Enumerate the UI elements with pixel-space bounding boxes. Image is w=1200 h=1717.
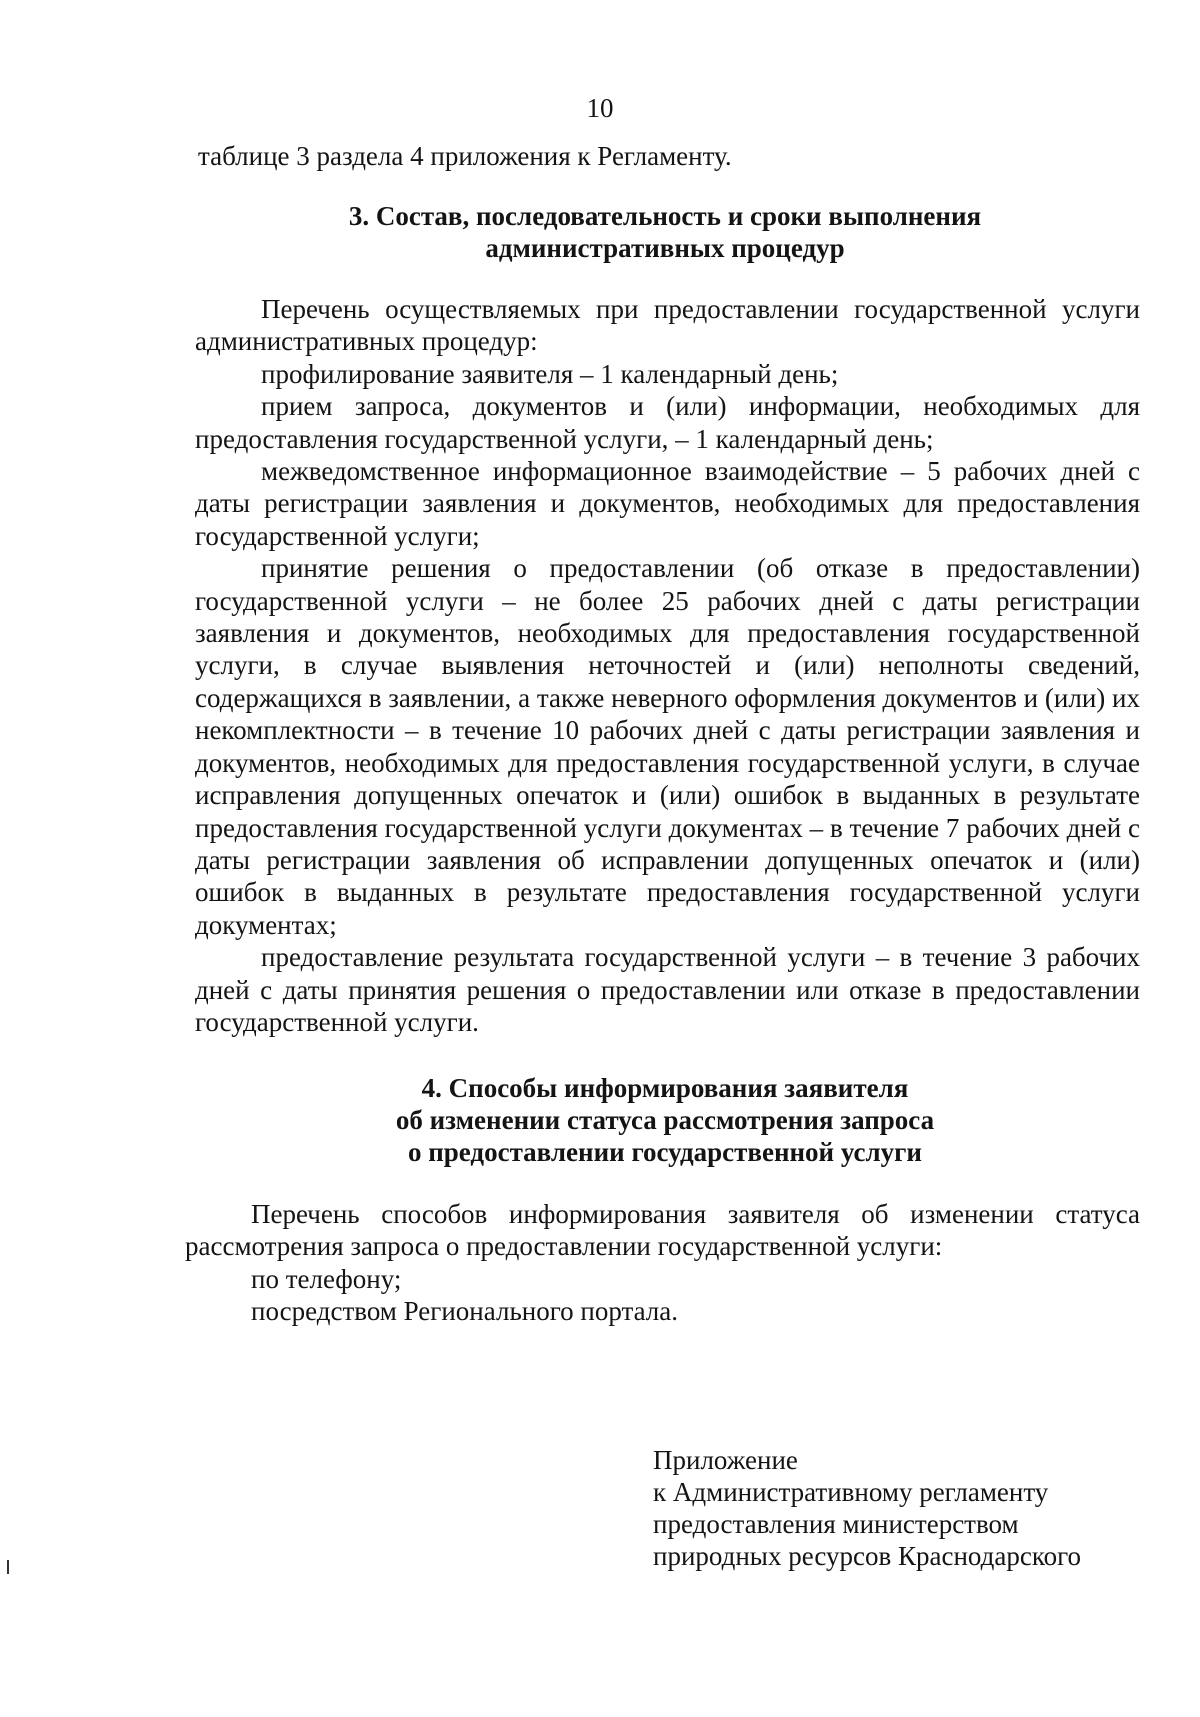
section-3-body: [195, 293, 1140, 1038]
section-3-heading-line-1: 3. Состав, последовательность и сроки выполнения: [348, 201, 982, 231]
section-3-heading-line-2: административных процедур: [485, 233, 845, 263]
section-4-heading-line-1: 4. Способы информирования заявителя: [421, 1073, 909, 1103]
paragraph-decision-making: принятие решения о предоставлении (об отказе в предоставлении) государственной услуги – не более 25 рабочих дней с даты регистрации заявления и документов, необходимых для предоставления государственной услуги, в случае выявления неточностей и (или) неполноты сведений, содержащихся в заявлении, а также неверного оформления документов и (или) их некомплектности – в течение 10 рабочих дней с даты регистрации заявления и документов, необходимых для предоставления государственной услуги, в случае исправления допущенных опечаток и (или) ошибок в выданных в результате предоставления государственной услуги документах – в течение 7 рабочих дней с даты регистрации заявления об исправлении допущенных опечаток и (или) ошибок в выданных в результате предоставления государственной услуги документах;: [195, 553, 1140, 940]
appendix-note: [653, 1444, 1081, 1572]
paragraph-by-phone: по телефону;: [251, 1263, 402, 1294]
continuation-line: таблице 3 раздела 4 приложения к Регламенту.: [198, 141, 732, 171]
paragraph-procedures-list-intro: Перечень осуществляемых при предоставлении государственной услуги административных процедур:: [195, 294, 1140, 357]
section-4-heading-line-3: о предоставлении государственной услуги: [407, 1137, 922, 1167]
paragraph-interagency-interaction: межведомственное информационное взаимодействие – 5 рабочих дней с даты регистрации заявления и документов, необходимых для предоставления государственной услуги;: [195, 456, 1140, 551]
appendix-line-3: предоставления министерством: [653, 1509, 1019, 1539]
page-number: 10: [586, 93, 614, 123]
appendix-line-2: к Административному регламенту: [653, 1477, 1049, 1507]
paragraph-result-provision: предоставление результата государственной услуги – в течение 3 рабочих дней с даты принятия решения о предоставлении или отказе в предоставлении государственной услуги.: [195, 942, 1140, 1037]
paragraph-via-regional-portal: посредством Регионального портала.: [251, 1296, 679, 1327]
paragraph-notification-methods-intro: Перечень способов информирования заявителя об изменении статуса рассмотрения запроса о предоставлении государственной услуги:: [185, 1199, 1140, 1262]
section-3-heading: [190, 200, 1140, 264]
section-4-body: [185, 1198, 1140, 1328]
scan-artifact-mark: [7, 1560, 9, 1574]
appendix-line-1: Приложение: [653, 1445, 798, 1475]
section-4-heading-line-2: об изменении статуса рассмотрения запроса: [395, 1105, 935, 1135]
paragraph-request-reception: прием запроса, документов и (или) информации, необходимых для предоставления государственной услуги, – 1 календарный день;: [195, 391, 1140, 454]
paragraph-profiling: профилирование заявителя – 1 календарный день;: [261, 358, 839, 389]
appendix-line-4: природных ресурсов Краснодарского: [653, 1541, 1081, 1571]
section-4-heading: [190, 1072, 1140, 1168]
